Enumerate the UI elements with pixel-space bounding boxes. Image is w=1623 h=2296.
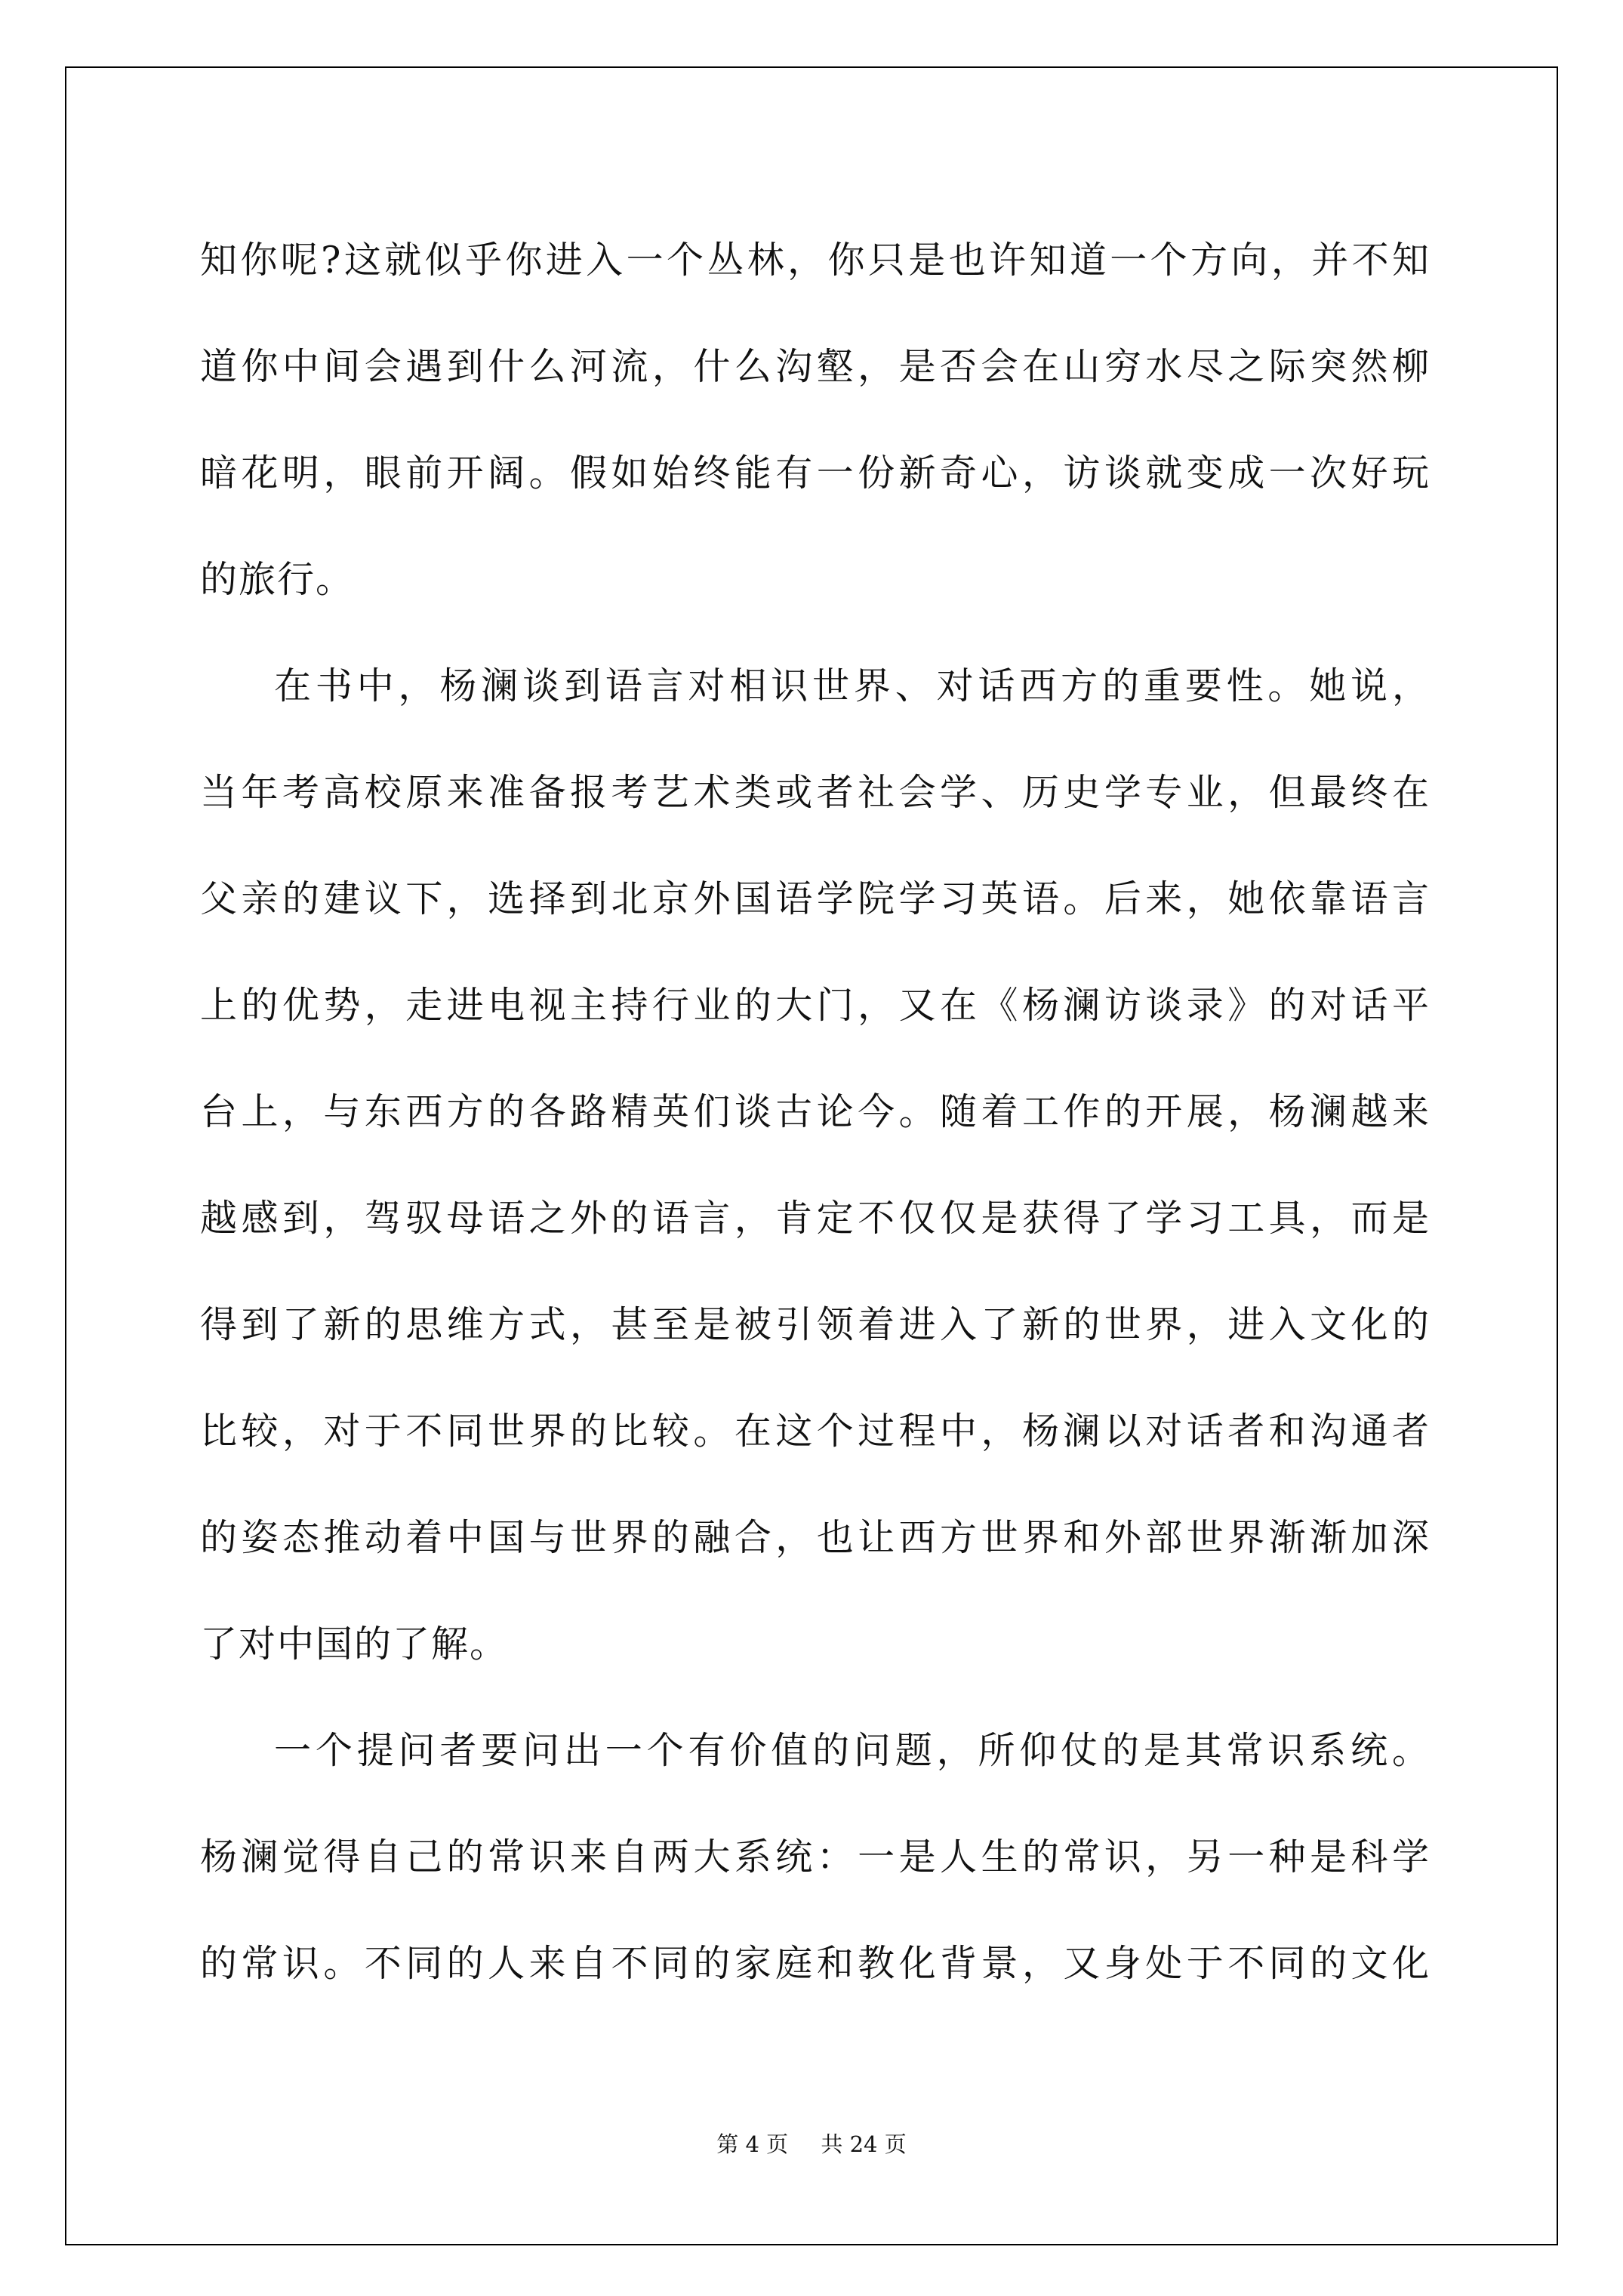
text-line: 的姿态推动着中国与世界的融合，也让西方世界和外部世界渐渐加深 <box>200 1516 1431 1559</box>
text-line: 一个提问者要问出一个有价值的问题，所仰仗的是其常识系统。 <box>274 1729 1431 1772</box>
text-line: 父亲的建议下，选择到北京外国语学院学习英语。后来，她依靠语言 <box>200 877 1431 920</box>
paragraph-1 <box>200 207 1431 633</box>
text-line: 的旅行。 <box>200 558 355 601</box>
page-total: 共 24 页 <box>821 2131 907 2157</box>
text-line: 在书中，杨澜谈到语言对相识世界、对话西方的重要性。她说， <box>274 664 1431 707</box>
text-line: 越感到，驾驭母语之外的语言，肯定不仅仅是获得了学习工具，而是 <box>200 1197 1431 1240</box>
text-line: 上的优势，走进电视主持行业的大门，又在《杨澜访谈录》的对话平 <box>200 984 1431 1027</box>
text-line: 道你中间会遇到什么河流，什么沟壑，是否会在山穷水尽之际突然柳 <box>200 345 1431 388</box>
text-line: 杨澜觉得自己的常识来自两大系统：一是人生的常识，另一种是科学 <box>200 1835 1431 1878</box>
document-body <box>200 207 1431 2017</box>
text-line: 比较，对于不同世界的比较。在这个过程中，杨澜以对话者和沟通者 <box>200 1410 1431 1453</box>
text-line: 知你呢?这就似乎你进入一个丛林，你只是也许知道一个方向，并不知 <box>200 239 1431 282</box>
paragraph-3 <box>200 1697 1431 2017</box>
text-line: 了对中国的了解。 <box>200 1623 509 1666</box>
text-line: 得到了新的思维方式，甚至是被引领着进入了新的世界，进入文化的 <box>200 1303 1431 1346</box>
paragraph-2 <box>200 633 1431 1697</box>
text-line: 暗花明，眼前开阔。假如始终能有一份新奇心，访谈就变成一次好玩 <box>200 451 1431 495</box>
page-footer <box>0 2128 1623 2159</box>
text-line: 台上，与东西方的各路精英们谈古论今。随着工作的开展，杨澜越来 <box>200 1090 1431 1133</box>
page-number: 第 4 页 <box>716 2131 789 2157</box>
text-line: 的常识。不同的人来自不同的家庭和教化背景，又身处于不同的文化 <box>200 1942 1431 1985</box>
text-line: 当年考高校原来准备报考艺术类或者社会学、历史学专业，但最终在 <box>200 771 1431 814</box>
